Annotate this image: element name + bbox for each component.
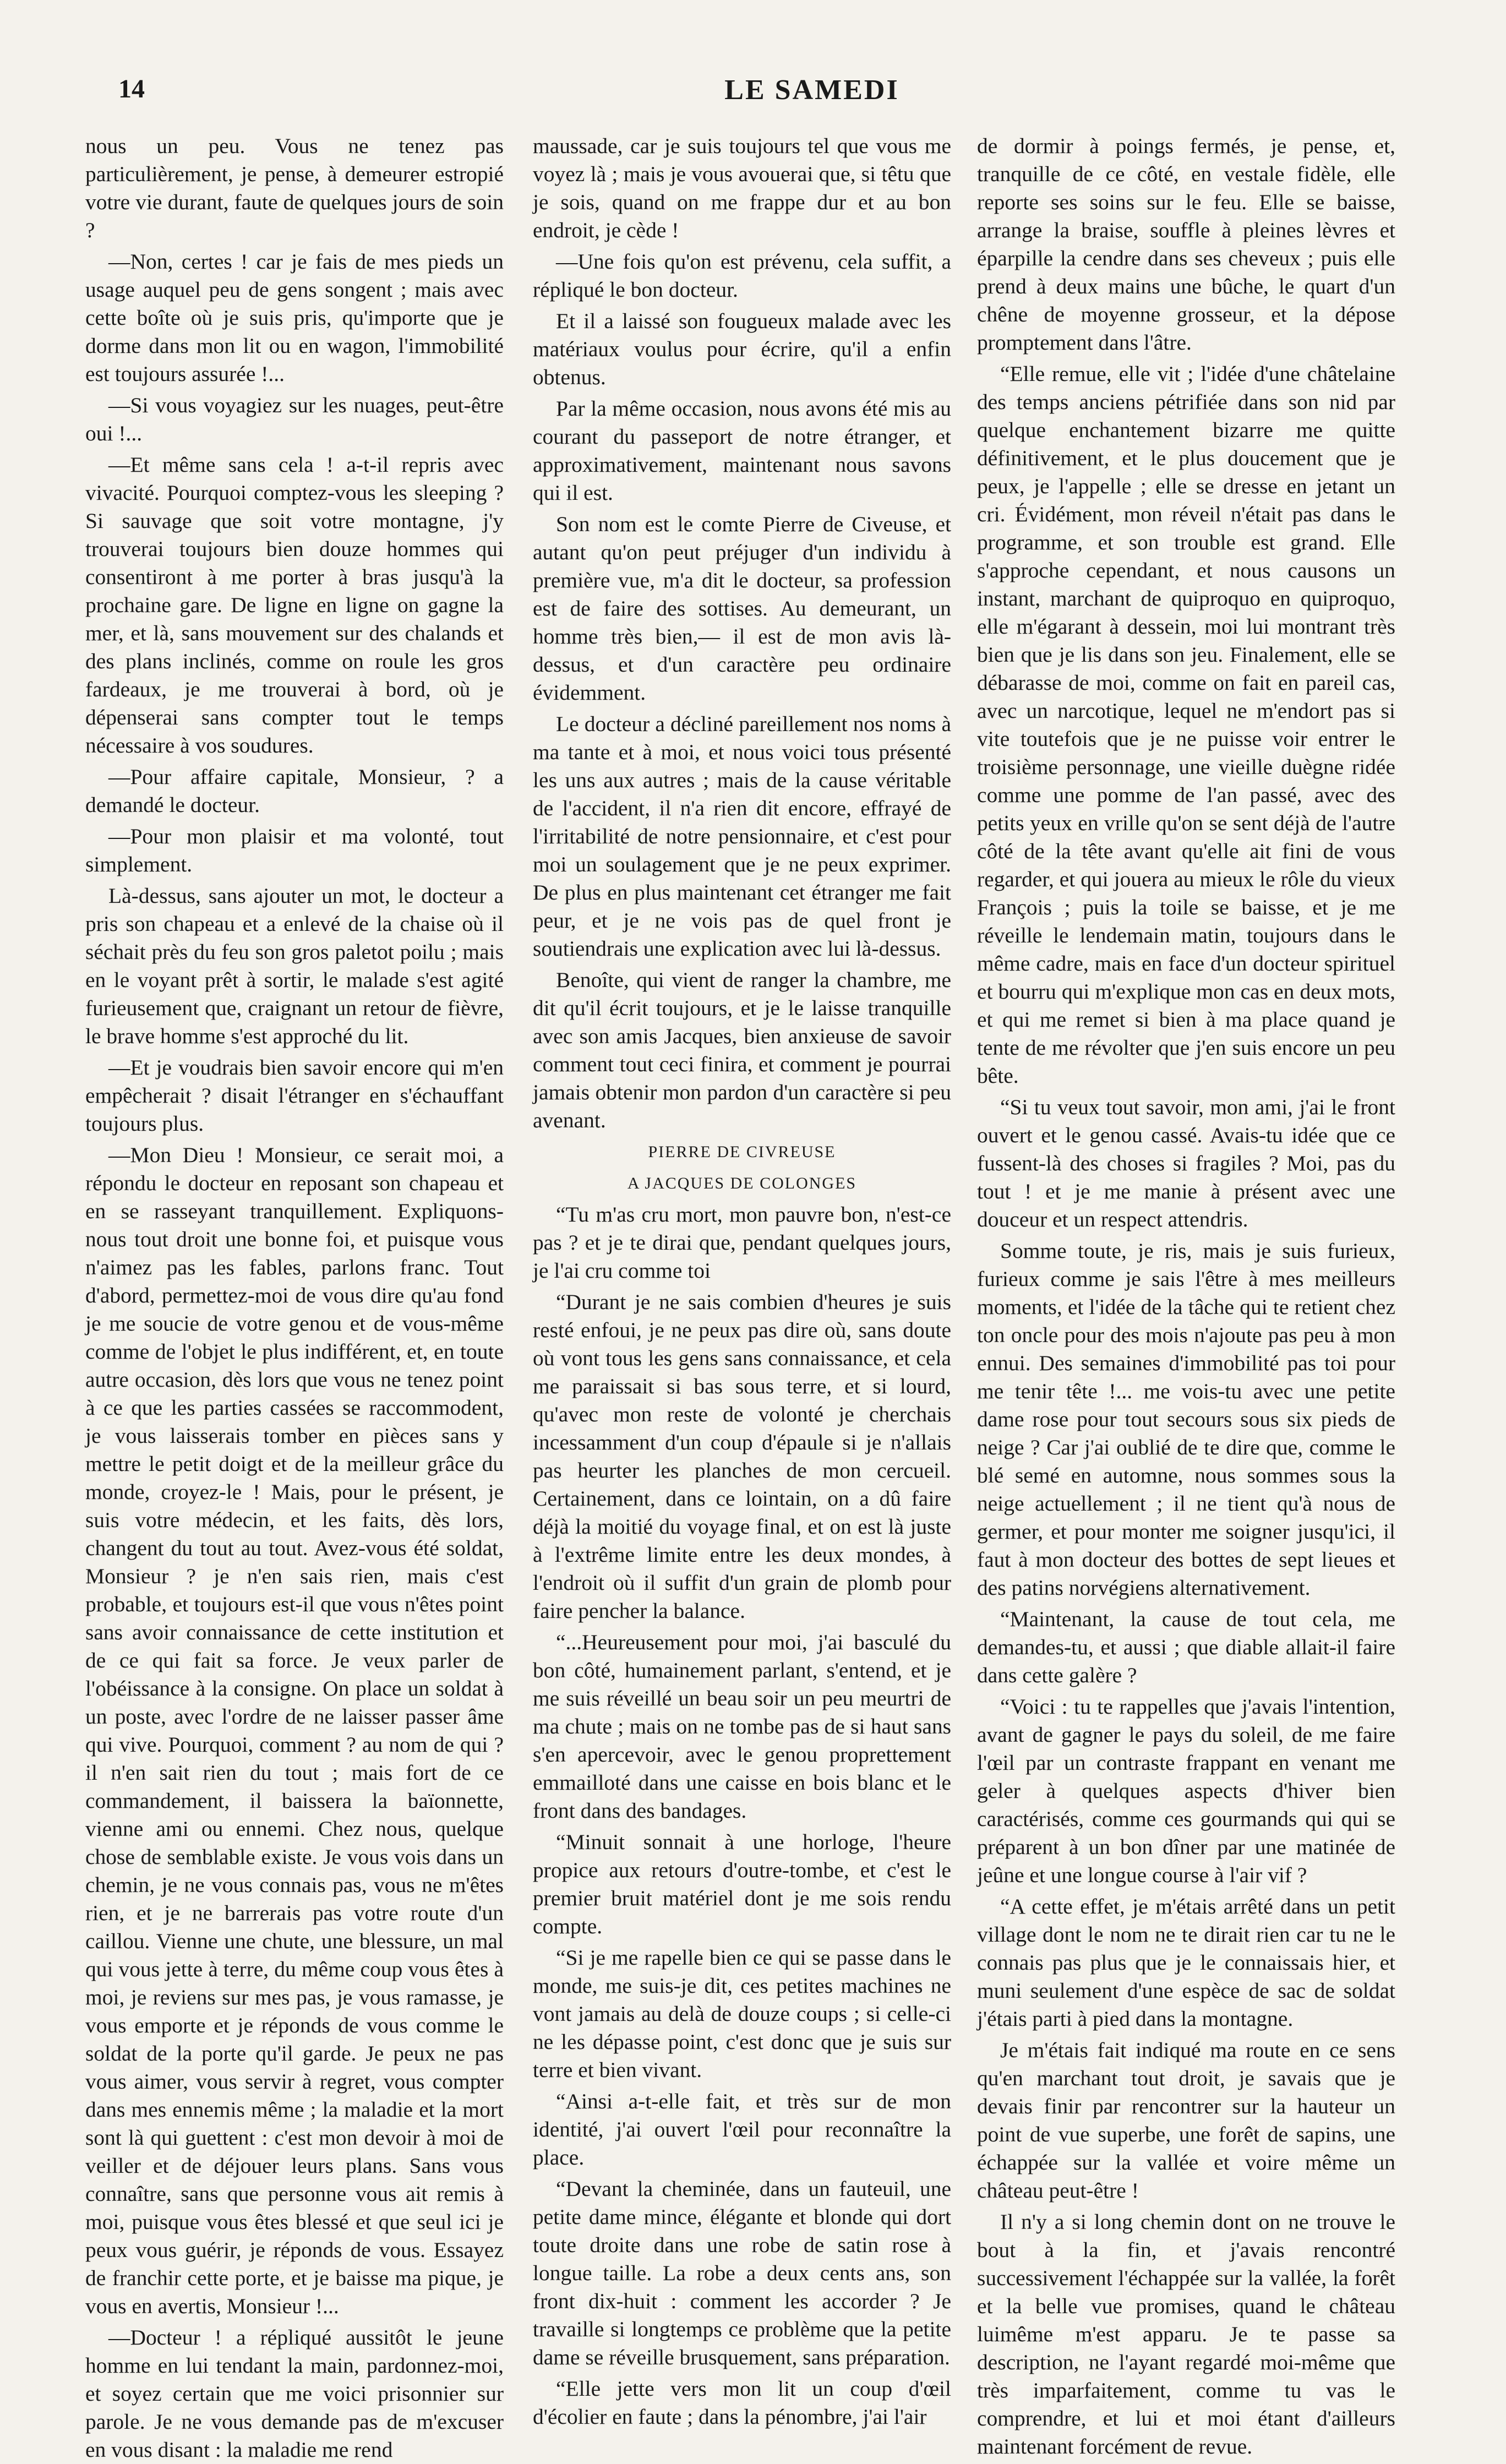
text-column-2 bbox=[533, 132, 951, 2429]
paragraph: —Et je voudrais bien savoir encore qui m'en empêcherait ? disait l'étranger en s'échauffant toujours plus. bbox=[85, 1055, 504, 1136]
paragraph: Il n'y a si long chemin dont on ne trouve le bout à la fin, et j'avais rencontré successivement l'échappée sur la vallée, la forêt et la belle vue promises, quand le château luimême m'est apparu. Je te passe sa description, ne l'ayant regardé moi-même que très imparfaitement, comme tu vas le comprendre, et lui et moi étant d'ailleurs maintenant forcément de revue. bbox=[977, 2210, 1395, 2458]
paragraph: —Une fois qu'on est prévenu, cela suffit, a répliqué le bon docteur. bbox=[533, 249, 951, 302]
paragraph: —Pour mon plaisir et ma volonté, tout simplement. bbox=[85, 824, 504, 876]
paragraph: —Mon Dieu ! Monsieur, ce serait moi, a répondu le docteur en reposant son chapeau et en se rasseyant tranquillement. Expliquons-nous tout droit une bonne foi, et puisque vous n'aimez pas les fables, parlons franc. Tout d'abord, permettez-moi de vous dire qu'au fond je me soucie de votre genou et de vous-même comme de l'objet le plus indifférent, et, en toute autre occasion, dès lors que vous ne tenez point à ce que les parties cassées se raccommodent, je vous laisserais tomber en pièces sans y mettre le petit doigt et de la meilleur grâce du monde, croyez-le ! Mais, pour le présent, je suis votre médecin, et les faits, dès lors, changent du tout au tout. Avez-vous été soldat, Monsieur ? je n'en sais rien, mais c'est probable, et toujours est-il que vous n'êtes point sans avoir connaissance de cette institution et de ce qui fait sa force. Je veux parler de l'obéissance à la consigne. On place un soldat à un poste, avec l'ordre de ne laisser passer âme qui vive. Pourquoi, comment ? au nom de qui ? il n'en sait rien du tout ; mais fort de ce commandement, il baissera la baïonnette, vienne ami ou ennemi. Chez nous, quelque chose de semblable existe. Je vous vois dans un chemin, je ne vous connais pas, vous ne m'êtes rien, et je ne barrerais pas votre route d'un caillou. Vienne une chute, une blessure, un mal qui vous jette à terre, du même coup vous êtes à moi, je reviens sur mes pas, je vous ramasse, je vous emporte et je réponds de vous comme le soldat de la porte qu'il garde. Je peux ne pas vous aimer, vous servir à regret, vous compter dans mes ennemis même ; la maladie et la mort sont là qui guettent : c'est mon devoir à moi de veiller et de déjouer leurs plans. Sans vous connaître, sans que personne vous ait remis à moi, puisque vous êtes blessé et que seul ici je peux vous guérir, je réponds de vous. Essayez de franchir cette porte, et je baisse ma pique, je vous en avertis, Monsieur !... bbox=[85, 1143, 504, 2318]
page-header bbox=[118, 70, 1505, 115]
letter-paragraph: “Si je me rapelle bien ce qui se passe dans le monde, me suis-je dit, ces petites machines ne vont jamais au delà de douze coups ; si celle-ci ne les dépasse point, c'est donc que je suis sur terre et bien vivant. bbox=[533, 1945, 951, 2082]
paragraph: “Si tu veux tout savoir, mon ami, j'ai le front ouvert et le genou cassé. Avais-tu idée que ce fussent-là des choses si fragiles ? Moi, pas du tout ! et je me manie à présent avec une douceur et un respect attendris. bbox=[977, 1095, 1395, 1231]
paragraph: —Et même sans cela ! a-t-il repris avec vivacité. Pourquoi comptez-vous les sleeping ? Si sauvage que soit votre montagne, j'y trouverai toujours bien douze hommes qui consentiront à me porter à bras jusqu'à la prochaine gare. De ligne en ligne on gagne la mer, et là, sans mouvement sur des chalands et des plans inclinés, comme on roule les gros fardeaux, je me trouverai à bord, où je dépenserai sans compter tout le temps nécessaire à vos soudures. bbox=[85, 453, 504, 757]
paragraph: Et il a laissé son fougueux malade avec les matériaux voulus pour écrire, qu'il a enfin obtenus. bbox=[533, 309, 951, 389]
paragraph: de dormir à poings fermés, je pense, et, tranquille de ce côté, en vestale fidèle, elle reporte ses soins sur le feu. Elle se baisse, arrange la braise, souffle à pleines lèvres et éparpille la cendre dans ses cheveux ; puis elle prend à deux mains une bûche, le quart d'un chêne de moyenne grosseur, et la dépose promptement dans l'âtre. bbox=[977, 134, 1395, 355]
paragraph: Son nom est le comte Pierre de Civeuse, et autant qu'on peut préjuger d'un individu à première vue, m'a dit le docteur, sa profession est de faire des sottises. Au demeurant, un homme très bien,— il est de mon avis là-dessus, et d'un caractère peu ordinaire évidemment. bbox=[533, 512, 951, 705]
paragraph: “Elle remue, elle vit ; l'idée d'une châtelaine des temps anciens pétrifiée dans son nid par quelque enchantement bizarre me quitte définitivement, et le plus doucement que je peux, je l'appelle ; elle se dresse en jetant un cri. Évidément, mon réveil n'était pas dans le programme, et son trouble est grand. Elle s'approche cependant, et nous causons un instant, marchant de quiproquo en quiproquo, elle m'égarant à dessein, moi lui montrant très bien que je lis dans son jeu. Finalement, elle se débarasse de moi, comme on fait en pareil cas, avec un narcotique, lequel ne m'endort pas si vite toutefois que je ne puisse voir entrer le troisième personnage, une vieille duègne ridée comme une pomme de l'an passé, avec des petits yeux en vrille qu'on se sent déjà de l'autre côté de la tête avant qu'elle ait fini de vous regarder, et qui jouera au mieux le rôle du vieux François ; puis la toile se baisse, et je me réveille le lendemain matin, toujours dans le même cadre, mais en face d'un docteur spirituel et bourru qui m'explique mon cas en deux mots, et qui me remet si bien à ma place quand je tente de me révolter que j'en suis encore un peu bête. bbox=[977, 362, 1395, 1088]
letter-paragraph: “...Heureusement pour moi, j'ai basculé du bon côté, humainement parlant, s'entend, et je me suis réveillé un beau soir un peu meurtri de ma chute ; mais on ne tombe pas de si haut sans s'en apercevoir, avec le genou proprettement emmailloté dans une caisse en bois blanc et le front dans des bandages. bbox=[533, 1630, 951, 1823]
letter-paragraph: “Minuit sonnait à une horloge, l'heure propice aux retours d'outre-tombe, et c'est le premier bruit matériel dont je me sois rendu compte. bbox=[533, 1830, 951, 1938]
paragraph: Par la même occasion, nous avons été mis au courant du passeport de notre étranger, et approximativement, maintenant nous savons qui il est. bbox=[533, 396, 951, 505]
paragraph: Somme toute, je ris, mais je suis furieux, furieux comme je sais l'être à mes meilleurs moments, et l'idée de la tâche qui te retient chez ton oncle pour des mois n'ajoute pas peu à mon ennui. Des semaines d'immobilité pas toi pour me tenir tête !... me vois-tu avec une petite dame rose pour tout secours sous six pieds de neige ? Car j'ai oublié de te dire que, comme le blé semé en automne, nous sommes sous la neige actuellement ; il ne tient qu'à nous de germer, et pour monter me soigner jusqu'ici, il faut à mon docteur des bottes de sept lieues et des patins norvégiens alternativement. bbox=[977, 1239, 1395, 1600]
paragraph: “Maintenant, la cause de tout cela, me demandes-tu, et aussi ; que diable allait-il faire dans cette galère ? bbox=[977, 1607, 1395, 1687]
text-column-3 bbox=[977, 132, 1395, 2458]
paragraph: Benoîte, qui vient de ranger la chambre, me dit qu'il écrit toujours, et je le laisse tranquille avec son amis Jacques, bien anxieuse de savoir comment tout ceci finira, et comment je pourrai jamais obtenir mon pardon d'un caractère si peu avenant. bbox=[533, 968, 951, 1132]
paragraph: “A cette effet, je m'étais arrêté dans un petit village dont le nom ne te dirait rien car tu ne le connais pas plus que je le connaissais hier, et muni seulement d'une espèce de sac de soldat j'étais parti à pied dans la montagne. bbox=[977, 1894, 1395, 2031]
paragraph: —Pour affaire capitale, Monsieur, ? a demandé le docteur. bbox=[85, 765, 504, 817]
paragraph: —Si vous voyagiez sur les nuages, peut-être oui !... bbox=[85, 393, 504, 445]
letter-paragraph: “Tu m'as cru mort, mon pauvre bon, n'est-ce pas ? et je te dirai que, pendant quelques jours, je l'ai cru comme toi bbox=[533, 1202, 951, 1283]
paragraph: maussade, car je suis toujours tel que vous me voyez là ; mais je vous avouerai que, si têtu que je sois, quand on me frappe dur et au bon endroit, je cède ! bbox=[533, 134, 951, 242]
letter-paragraph: “Devant la cheminée, dans un fauteuil, une petite dame mince, élégante et blonde qui dort toute droite dans une robe de satin rose à longue taille. La robe a deux cents ans, son front dix-huit : comment les accorder ? Je travaille si longtemps ce problème que la petite dame se réveille brusquement, sans préparation. bbox=[533, 2177, 951, 2369]
paragraph: —Non, certes ! car je fais de mes pieds un usage auquel peu de gens songent ; mais avec cette boîte où je suis pris, qu'importe que je dorme dans mon lit ou en wagon, l'immobilité est toujours assurée !... bbox=[85, 249, 504, 386]
paragraph: Je m'étais fait indiqué ma route en ce sens qu'en marchant tout droit, je savais que je devais finir par rencontrer sur la hauteur un point de vue superbe, une forêt de sapins, une échappée sur la vallée et voire même un château peut-être ! bbox=[977, 2038, 1395, 2203]
paragraph: —Docteur ! a répliqué aussitôt le jeune homme en lui tendant la main, pardonnez-moi, et soyez certain que me voici prisonnier sur parole. Je ne vous demande pas de m'excuser en vous disant : la maladie me rend bbox=[85, 2325, 504, 2462]
text-column-1 bbox=[85, 132, 504, 2462]
letter-addressee-heading: A JACQUES DE COLONGES bbox=[627, 1174, 857, 1192]
paragraph: Là-dessus, sans ajouter un mot, le docteur a pris son chapeau et a enlevé de la chaise où il séchait près du feu son gros paletot poilu ; mais en le voyant prêt à sortir, le malade s'est agité furieusement que, craignant un retour de fièvre, le brave homme s'est approché du lit. bbox=[85, 884, 504, 1048]
paragraph: “Voici : tu te rappelles que j'avais l'intention, avant de gagner le pays du soleil, de me faire l'œil par un contraste frappant en venant me geler à quelques aspects d'hiver bien caractérisés, comme ces gourmands qui qui se préparent à un bon dîner par une matinée de jeûne et une longue course à l'air vif ? bbox=[977, 1694, 1395, 1887]
page-number: 14 bbox=[118, 74, 145, 103]
letter-paragraph: “Ainsi a-t-elle fait, et très sur de mon identité, j'ai ouvert l'œil pour reconnaître la place. bbox=[533, 2089, 951, 2169]
letter-paragraph: “Durant je ne sais combien d'heures je suis resté enfoui, je ne peux pas dire où, sans doute où vont tous les gens sans connaissance, et cela me paraissait si bas sous terre, et si lourd, qu'avec mon reste de volonté je cherchais incessamment d'un coup d'épaule si je n'allais pas heurter les planches de mon cercueil. Certainement, dans ce lointain, on a dû faire déjà la moitié du voyage final, et on est là juste à l'extrême limite entre les deux mondes, à l'endroit où il suffit d'un grain de plomb pour faire pencher la balance. bbox=[533, 1290, 951, 1623]
letter-paragraph: “Elle jette vers mon lit un coup d'œil d'écolier en faute ; dans la pénombre, j'ai l'air bbox=[533, 2376, 951, 2429]
running-head-title: LE SAMEDI bbox=[724, 74, 899, 106]
paragraph: nous un peu. Vous ne tenez pas particulièrement, je pense, à demeurer estropié votre vie durant, faute de quelques jours de soin ? bbox=[85, 134, 504, 242]
paragraph: Le docteur a décliné pareillement nos noms à ma tante et à moi, et nous voici tous présenté les uns aux autres ; mais de la cause véritable de l'accident, il n'a rien dit encore, effrayé de l'irritabilité de notre pensionnaire, et c'est pour moi un soulagement que je ne peux exprimer. De plus en plus maintenant cet étranger me fait peur, et je ne vois pas de quel front je soutiendrais une explication avec lui là-dessus. bbox=[533, 712, 951, 961]
letter-signature-heading: PIERRE DE CIVREUSE bbox=[648, 1143, 836, 1161]
